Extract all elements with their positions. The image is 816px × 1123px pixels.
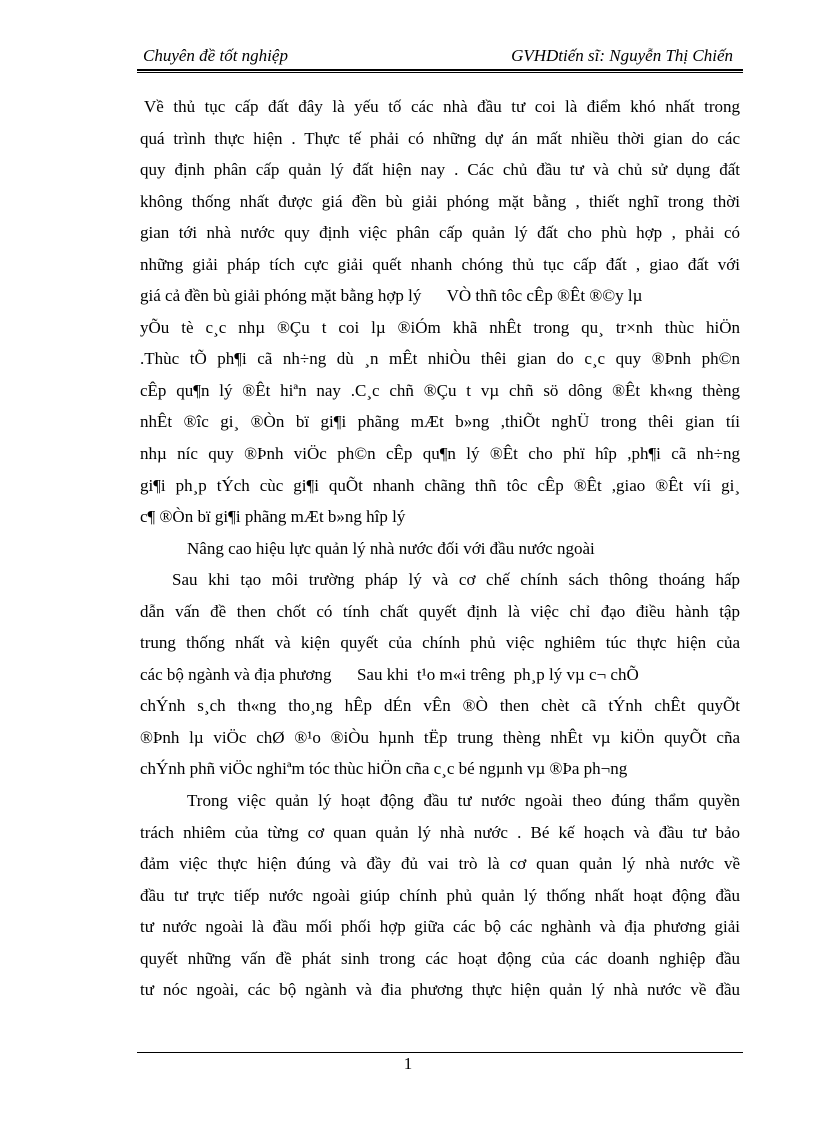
body-line: đảm việc thực hiện đúng và đầy đủ vai trò là cơ quan quản lý nhà nước về xyxy=(140,854,740,874)
header-rule-thin xyxy=(137,72,743,73)
body-line: trung thống nhất và kiện quyết của chính phủ việc nghiêm túc thực hiện của xyxy=(140,633,740,653)
body-line: quy định phân cấp quản lý đất hiện nay . Các chủ đầu tư và chủ sử dụng đất xyxy=(140,160,740,180)
header-rule-thick xyxy=(137,69,743,71)
body-line: tư nóc ngoài, các bộ ngành và đia phương thực hiện quản lý nhà nước về đầu xyxy=(140,980,740,1000)
body-line: chÝnh s¸ch th«ng tho¸ng hÊp dÉn vÊn ®Ò then chèt cã tÝnh chÊt quyÕt xyxy=(140,696,740,716)
body-line: quá trình thực hiện . Thực tế phải có những dự án mất nhiều thời gian do các xyxy=(140,128,740,148)
body-line: giá cả đền bù giải phóng mặt bằng hợp lý VÒ thñ tôc cÊp ®Êt ®©y lµ xyxy=(140,286,643,306)
body-line: Về thủ tục cấp đất đây là yếu tố các nhà đầu tư coi là điểm khó nhất trong xyxy=(144,97,740,116)
footer-rule xyxy=(137,1052,743,1053)
body-line: đầu tư trực tiếp nước ngoài giúp chính phủ quản lý thống nhất hoạt động đầu xyxy=(140,885,740,905)
body-line: cÊp qu¶n lý ®Êt hiªn nay .C¸c chñ ®Çu t vµ chñ sö dông ®Êt kh«ng thèng xyxy=(140,380,740,400)
body-line: ®Þnh lµ viÖc chØ ®¹o ®iÒu hµnh tËp trung thèng nhÊt vµ kiÖn quyÕt cña xyxy=(140,727,740,747)
body-line: dẫn vấn đề then chốt có tính chất quyết định là việc chỉ đạo điều hành tập xyxy=(140,601,740,621)
body-line: quyết những vấn đề phát sinh trong các hoạt động của các doanh nghiệp đầu xyxy=(140,948,740,968)
body-line: yÕu tè c¸c nhµ ®Çu t coi lµ ®iÓm khã nhÊt trong qu¸ tr×nh thùc hiÖn xyxy=(140,317,740,337)
body-line: nhÊt ®îc gi¸ ®Òn bï gi¶i phãng mÆt b»ng ,thiÕt nghÜ trong thêi gian tíi xyxy=(140,412,740,432)
body-line: Sau khi tạo môi trường pháp lý và cơ chế chính sách thông thoáng hấp xyxy=(172,570,740,590)
body-line: tư nước ngoài là đầu mối phối hợp giữa các bộ các nghành và địa phương giải xyxy=(140,917,740,937)
body-line: các bộ ngành và địa phương Sau khi t¹o m«i trêng ph¸p lý vµ c¬ chÕ xyxy=(140,664,639,684)
body-line: .Thùc tÕ ph¶i cã nh÷ng dù ¸n mÊt nhiÒu thêi gian do c¸c quy ®Þnh ph©n xyxy=(140,349,740,369)
body-line: gian tới nhà nước quy định việc phân cấp quản lý đất cho phù hợp , phải có xyxy=(140,223,740,243)
body-line: nhµ níc quy ®Þnh viÖc ph©n cÊp qu¶n lý ®Êt cho phï hîp ,ph¶i cã nh÷ng xyxy=(140,444,740,464)
body-line: những giải pháp tích cực giải quết nhanh chóng thủ tục cấp đất , giao đất với xyxy=(140,254,740,274)
header-advisor: GVHDtiến sĩ: Nguyễn Thị Chiến xyxy=(511,46,733,65)
body-line: chÝnh phñ viÖc nghiªm tóc thùc hiÖn cña c¸c bé ngµnh vµ ®Þa ph¬ng xyxy=(140,759,628,779)
header-title: Chuyên đề tốt nghiệp xyxy=(143,46,288,65)
body-line: gi¶i ph¸p tÝch cùc gi¶i quÕt nhanh chãng thñ tôc cÊp ®Êt ,giao ®Êt víi gi¸ xyxy=(140,475,740,495)
body-line: c¶ ®Òn bï gi¶i phãng mÆt b»ng hîp lý xyxy=(140,507,406,527)
page-number: 1 xyxy=(403,1054,413,1073)
body-line: Trong việc quản lý hoạt động đầu tư nước ngoài theo đúng thẩm quyền xyxy=(187,791,740,811)
body-line: không thống nhất được giá đền bù giải phóng mặt bằng , thiết nghĩ trong thời xyxy=(140,191,740,211)
body-line: trách nhiêm của từng cơ quan quản lý nhà nước . Bé kế hoạch và đầu tư bảo xyxy=(140,822,740,842)
document-body xyxy=(140,91,740,1006)
section-heading: Nâng cao hiệu lực quản lý nhà nước đối với đầu nước ngoài xyxy=(187,538,595,558)
page-header xyxy=(137,44,743,72)
